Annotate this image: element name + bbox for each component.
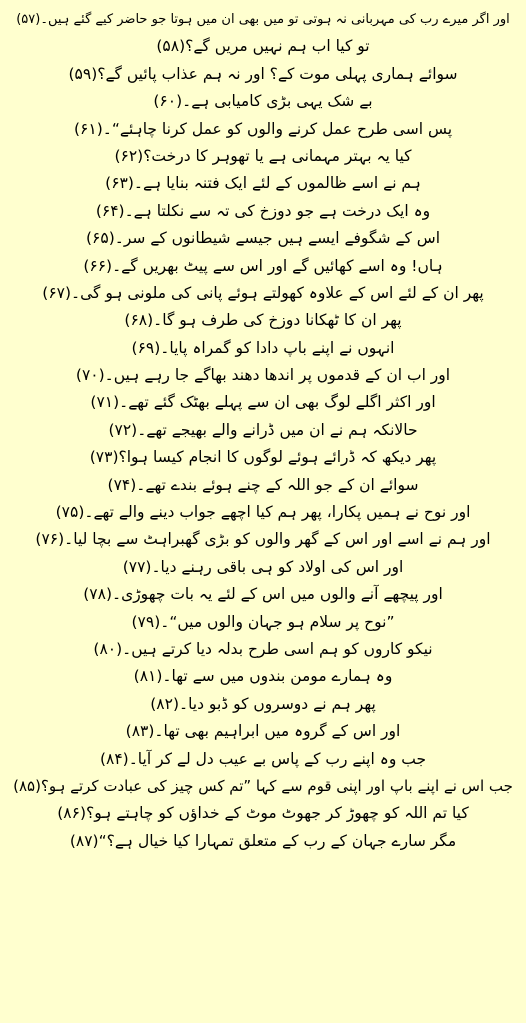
verse-line-61: پس اسی طرح عمل کرنے والوں کو عمل کرنا چاہئے“۔(۶۱): [73, 119, 453, 138]
verse-line-74: سوائے ان کے جو اللہ کے چنے ہوئے بندے تھے۔(۷۴): [107, 475, 419, 494]
verse-line-78: اور پیچھے آنے والوں میں اس کے لئے یہ بات چھوڑی۔(۷۸): [83, 585, 443, 604]
verse-line-69: انہوں نے اپنے باپ دادا کو گمراہ پایا۔(۶۹): [131, 338, 395, 357]
verse-line-64: وہ ایک درخت ہے جو دوزخ کی تہ سے نکلتا ہے۔(۶۴): [95, 201, 431, 220]
verse-line-81: وہ ہمارے مومن بندوں میں سے تھا۔(۸۱): [133, 667, 393, 686]
verse-line-77: اور اس کی اولاد کو ہی باقی رہنے دیا۔(۷۷): [122, 557, 404, 576]
verse-line-84: جب وہ اپنے رب کے پاس بے عیب دل لے کر آیا۔(۸۴): [99, 749, 427, 768]
verse-line-83: اور اس کے گروہ میں ابراہیم بھی تھا۔(۸۳): [125, 722, 401, 741]
verse-line-75: اور نوح نے ہمیں پکارا، پھر ہم کیا اچھے جواب دینے والے تھے۔(۷۵): [55, 503, 471, 522]
verse-line-86: کیا تم اللہ کو چھوڑ کر جھوٹ موٹ کے خداؤں کو چاہتے ہو؟(۸۶): [57, 804, 469, 823]
verse-line-66: ہاں! وہ اسے کھائیں گے اور اس سے پیٹ بھریں گے۔(۶۶): [83, 256, 443, 275]
verse-line-62: کیا یہ بہتر مہمانی ہے یا تھوہر کا درخت؟(۶۲): [114, 146, 412, 165]
verse-line-79: ”نوح پر سلام ہو جہان والوں میں“۔(۷۹): [131, 612, 395, 631]
verse-line-87: مگر سارے جہان کے رب کے متعلق تمہارا کیا خیال ہے؟“(۸۷): [69, 831, 457, 850]
verse-line-80: نیکو کاروں کو ہم اسی طرح بدلہ دیا کرتے ہیں۔(۸۰): [93, 639, 433, 658]
verse-line-60: بے شک یہی بڑی کامیابی ہے۔(۶۰): [153, 92, 373, 111]
verse-line-63: ہم نے اسے ظالموں کے لئے ایک فتنہ بنایا ہے۔(۶۳): [105, 174, 421, 193]
verse-line-59: سوائے ہماری پہلی موت کے؟ اور نہ ہم عذاب پائیں گے؟(۵۹): [68, 64, 458, 83]
verse-line-65: اس کے شگوفے ایسے ہیں جیسے شیطانوں کے سر۔(۶۵): [85, 229, 441, 248]
verse-line-58: تو کیا اب ہم نہیں مریں گے؟(۵۸): [156, 37, 370, 56]
verse-line-76: اور ہم نے اسے اور اس کے گھر والوں کو بڑی گھبراہٹ سے بچا لیا۔(۷۶): [35, 530, 491, 549]
verse-line-85: جب اس نے اپنے باپ اور اپنی قوم سے کہا ”تم کس چیز کی عبادت کرتے ہو؟(۸۵): [13, 776, 513, 795]
verse-line-71: اور اکثر اگلے لوگ بھی ان سے پہلے بھٹک گئے تھے۔(۷۱): [90, 393, 436, 412]
verse-line-57: اور اگر میرے رب کی مہربانی نہ ہوتی تو میں بھی ان میں ہوتا جو حاضر کیے گئے ہیں۔(۵۷): [16, 12, 510, 27]
verse-line-82: پھر ہم نے دوسروں کو ڈبو دیا۔(۸۲): [150, 694, 376, 713]
verse-line-73: پھر دیکھ کہ ڈرائے ہوئے لوگوں کا انجام کیسا ہوا؟(۷۳): [89, 448, 437, 467]
verse-line-72: حالانکہ ہم نے ان میں ڈرانے والے بھیجے تھے۔(۷۲): [108, 420, 418, 439]
verse-line-70: اور اب ان کے قدموں پر اندھا دھند بھاگے جا رہے ہیں۔(۷۰): [75, 366, 451, 385]
verse-line-68: پھر ان کا ٹھکانا دوزخ کی طرف ہو گا۔(۶۸): [124, 311, 402, 330]
verse-line-67: پھر ان کے لئے اس کے علاوہ کھولتے ہوئے پانی کی ملونی ہو گی۔(۶۷): [42, 283, 484, 302]
